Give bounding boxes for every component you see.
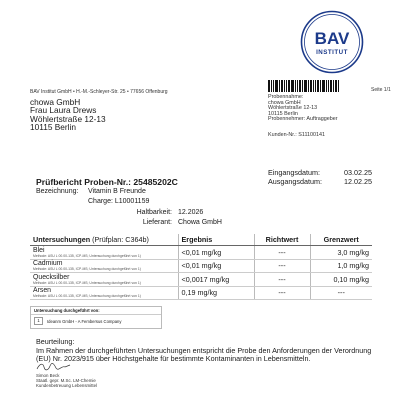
analyte-method: Methode: ASU L 00.00-135, ICP-MS; Untersuchung durchgeführt von 1) bbox=[33, 253, 141, 258]
designation-label: Bezeichnung: bbox=[36, 188, 79, 195]
barcode bbox=[268, 80, 351, 92]
limit-value: 3,0 mg/kg bbox=[310, 246, 372, 260]
designation-block bbox=[36, 187, 149, 206]
table-row bbox=[30, 259, 372, 273]
sample-owner-company: chowa GmbH bbox=[268, 99, 301, 106]
supplier-label: Lieferant: bbox=[142, 219, 172, 226]
barcode-bar bbox=[273, 80, 274, 92]
received-date-label: Eingangsdatum: bbox=[268, 168, 320, 177]
report-title: Prüfbericht Proben-Nr.: 25485202C bbox=[36, 177, 178, 187]
barcode-bar bbox=[299, 80, 301, 92]
analyte-name: Arsen bbox=[33, 287, 52, 295]
table-row bbox=[30, 286, 372, 300]
barcode-bar bbox=[281, 80, 283, 92]
shelf-life-label: Haltbarkeit: bbox=[136, 209, 172, 216]
barcode-bar bbox=[326, 80, 327, 92]
limit-value: 0,10 mg/kg bbox=[310, 273, 372, 287]
table-row bbox=[30, 273, 372, 287]
bav-institut-logo bbox=[300, 10, 364, 74]
barcode-bar bbox=[322, 80, 325, 92]
result-value: 0,19 mg/kg bbox=[178, 286, 254, 300]
barcode-bar bbox=[279, 80, 280, 92]
barcode-bar bbox=[275, 80, 278, 92]
issued-date-label: Ausgangsdatum: bbox=[268, 177, 322, 186]
header-guide-value: Richtwert bbox=[254, 234, 310, 246]
signatory-name: Simon Beck bbox=[36, 373, 60, 378]
barcode-bar bbox=[284, 80, 285, 92]
header-investigation: Untersuchungen (Prüfplan: C364b) bbox=[30, 234, 178, 246]
result-value: <0,01 mg/kg bbox=[178, 259, 254, 273]
recipient-street: Wöhlertstraße 12-13 bbox=[30, 113, 106, 124]
barcode-bar bbox=[335, 80, 337, 92]
guide-value: --- bbox=[254, 246, 310, 260]
table-row bbox=[30, 246, 372, 260]
issued-date-value: 12.02.25 bbox=[344, 177, 372, 186]
sample-taker: Probennehmer: Auftraggeber bbox=[268, 116, 338, 123]
recipient-company: chowa GmbH bbox=[30, 97, 81, 107]
performing-lab-name: Ideanm GmbH - A Fembersus Company bbox=[47, 318, 122, 324]
received-date-value: 03.02.25 bbox=[344, 168, 372, 177]
barcode-bar bbox=[338, 80, 339, 92]
barcode-bar bbox=[333, 80, 334, 92]
analyte-name: Quecksilber bbox=[33, 273, 70, 281]
barcode-bar bbox=[302, 80, 303, 92]
guide-value: --- bbox=[254, 286, 310, 300]
handwritten-signature bbox=[36, 362, 72, 372]
result-value: <0,01 mg/kg bbox=[178, 246, 254, 260]
barcode-bar bbox=[297, 80, 298, 92]
header-result: Ergebnis bbox=[178, 234, 254, 246]
shelf-life-value: 12.2026 bbox=[178, 209, 204, 216]
performing-lab-heading: Untersuchung durchgeführt von: bbox=[31, 307, 161, 315]
logo-text-institut: INSTITUT bbox=[316, 49, 348, 56]
assessment-block bbox=[36, 338, 376, 364]
barcode-bar bbox=[304, 80, 307, 92]
shelf-supplier-block bbox=[130, 208, 222, 228]
supplier-value: Chowa GmbH bbox=[178, 219, 222, 226]
barcode-bar bbox=[315, 80, 316, 92]
barcode-bar bbox=[310, 80, 312, 92]
page-number: Seite 1/1 bbox=[371, 87, 391, 93]
recipient-city: 10115 Berlin bbox=[30, 121, 76, 132]
barcode-bar bbox=[330, 80, 332, 92]
sample-owner-city: 10115 Berlin bbox=[268, 110, 298, 117]
analyte-method: Methode: ASU L 00.00-135, ICP-MS; Untersuchung durchgeführt von 1) bbox=[33, 280, 141, 285]
analyte-name: Cadmium bbox=[33, 260, 63, 268]
sample-owner-street: Wöhlertstraße 12-13 bbox=[268, 105, 318, 112]
barcode-bar bbox=[291, 80, 294, 92]
header-limit-value: Grenzwert bbox=[310, 234, 372, 246]
barcode-bar bbox=[295, 80, 296, 92]
signatory-title: Staatl. gepr. M.Sc. LM-Chemie bbox=[36, 377, 96, 383]
logo-text-bav: BAV bbox=[314, 29, 350, 48]
sample-owner-block bbox=[268, 95, 338, 123]
dates-block bbox=[268, 168, 372, 186]
barcode-bar bbox=[313, 80, 314, 92]
guide-value: --- bbox=[254, 273, 310, 287]
header-test-plan: (Prüfplan: C364b) bbox=[92, 235, 149, 244]
recipient-address bbox=[30, 98, 106, 131]
recipient-name: Frau Laura Drews bbox=[30, 105, 97, 116]
performing-lab-box bbox=[30, 306, 162, 329]
charge-value: Charge: L10001159 bbox=[88, 197, 150, 205]
analyte-method: Methode: ASU L 00.00-135, ICP-MS; Untersuchung durchgeführt von 1) bbox=[33, 294, 141, 299]
barcode-bar bbox=[286, 80, 287, 92]
limit-value: --- bbox=[310, 286, 372, 300]
barcode-bar bbox=[320, 80, 321, 92]
barcode-bar bbox=[328, 80, 329, 92]
table-header-row bbox=[30, 234, 372, 246]
limit-value: 1,0 mg/kg bbox=[310, 259, 372, 273]
assessment-heading: Beurteilung: bbox=[36, 337, 75, 346]
barcode-bar bbox=[288, 80, 290, 92]
signatory-block bbox=[36, 374, 97, 388]
result-value: <0,0017 mg/kg bbox=[178, 273, 254, 287]
sample-owner-label: Probennahme: bbox=[268, 94, 304, 100]
analyte-name: Blei bbox=[33, 246, 45, 254]
analyte-method: Methode: ASU L 00.00-135, ICP-MS; Untersuchung durchgeführt von 1) bbox=[33, 267, 141, 272]
customer-number: Kunden-Nr.: S11100141 bbox=[268, 132, 326, 138]
signatory-role: Kundenbetreuung Lebensmittel bbox=[36, 382, 98, 388]
results-table bbox=[30, 234, 372, 300]
barcode-bar bbox=[268, 80, 270, 92]
performing-lab-number: 1 bbox=[34, 317, 43, 325]
guide-value: --- bbox=[254, 259, 310, 273]
barcode-bar bbox=[317, 80, 319, 92]
sender-address-line: BAV Institut GmbH • H.-M.-Schleyer-Str. 25 • 77656 Offenburg bbox=[30, 89, 168, 95]
designation-value: Vitamin B Freunde bbox=[88, 188, 146, 195]
barcode-bar bbox=[308, 80, 309, 92]
barcode-bar bbox=[271, 80, 272, 92]
assessment-text: Im Rahmen der durchgeführten Untersuchungen entspricht die Probe den Anforderungen der Verordnung (EU) Nr. 2023/915 über Höchstgehalte für bestimmte Kontaminanten in Lebensmitteln. bbox=[36, 345, 372, 364]
